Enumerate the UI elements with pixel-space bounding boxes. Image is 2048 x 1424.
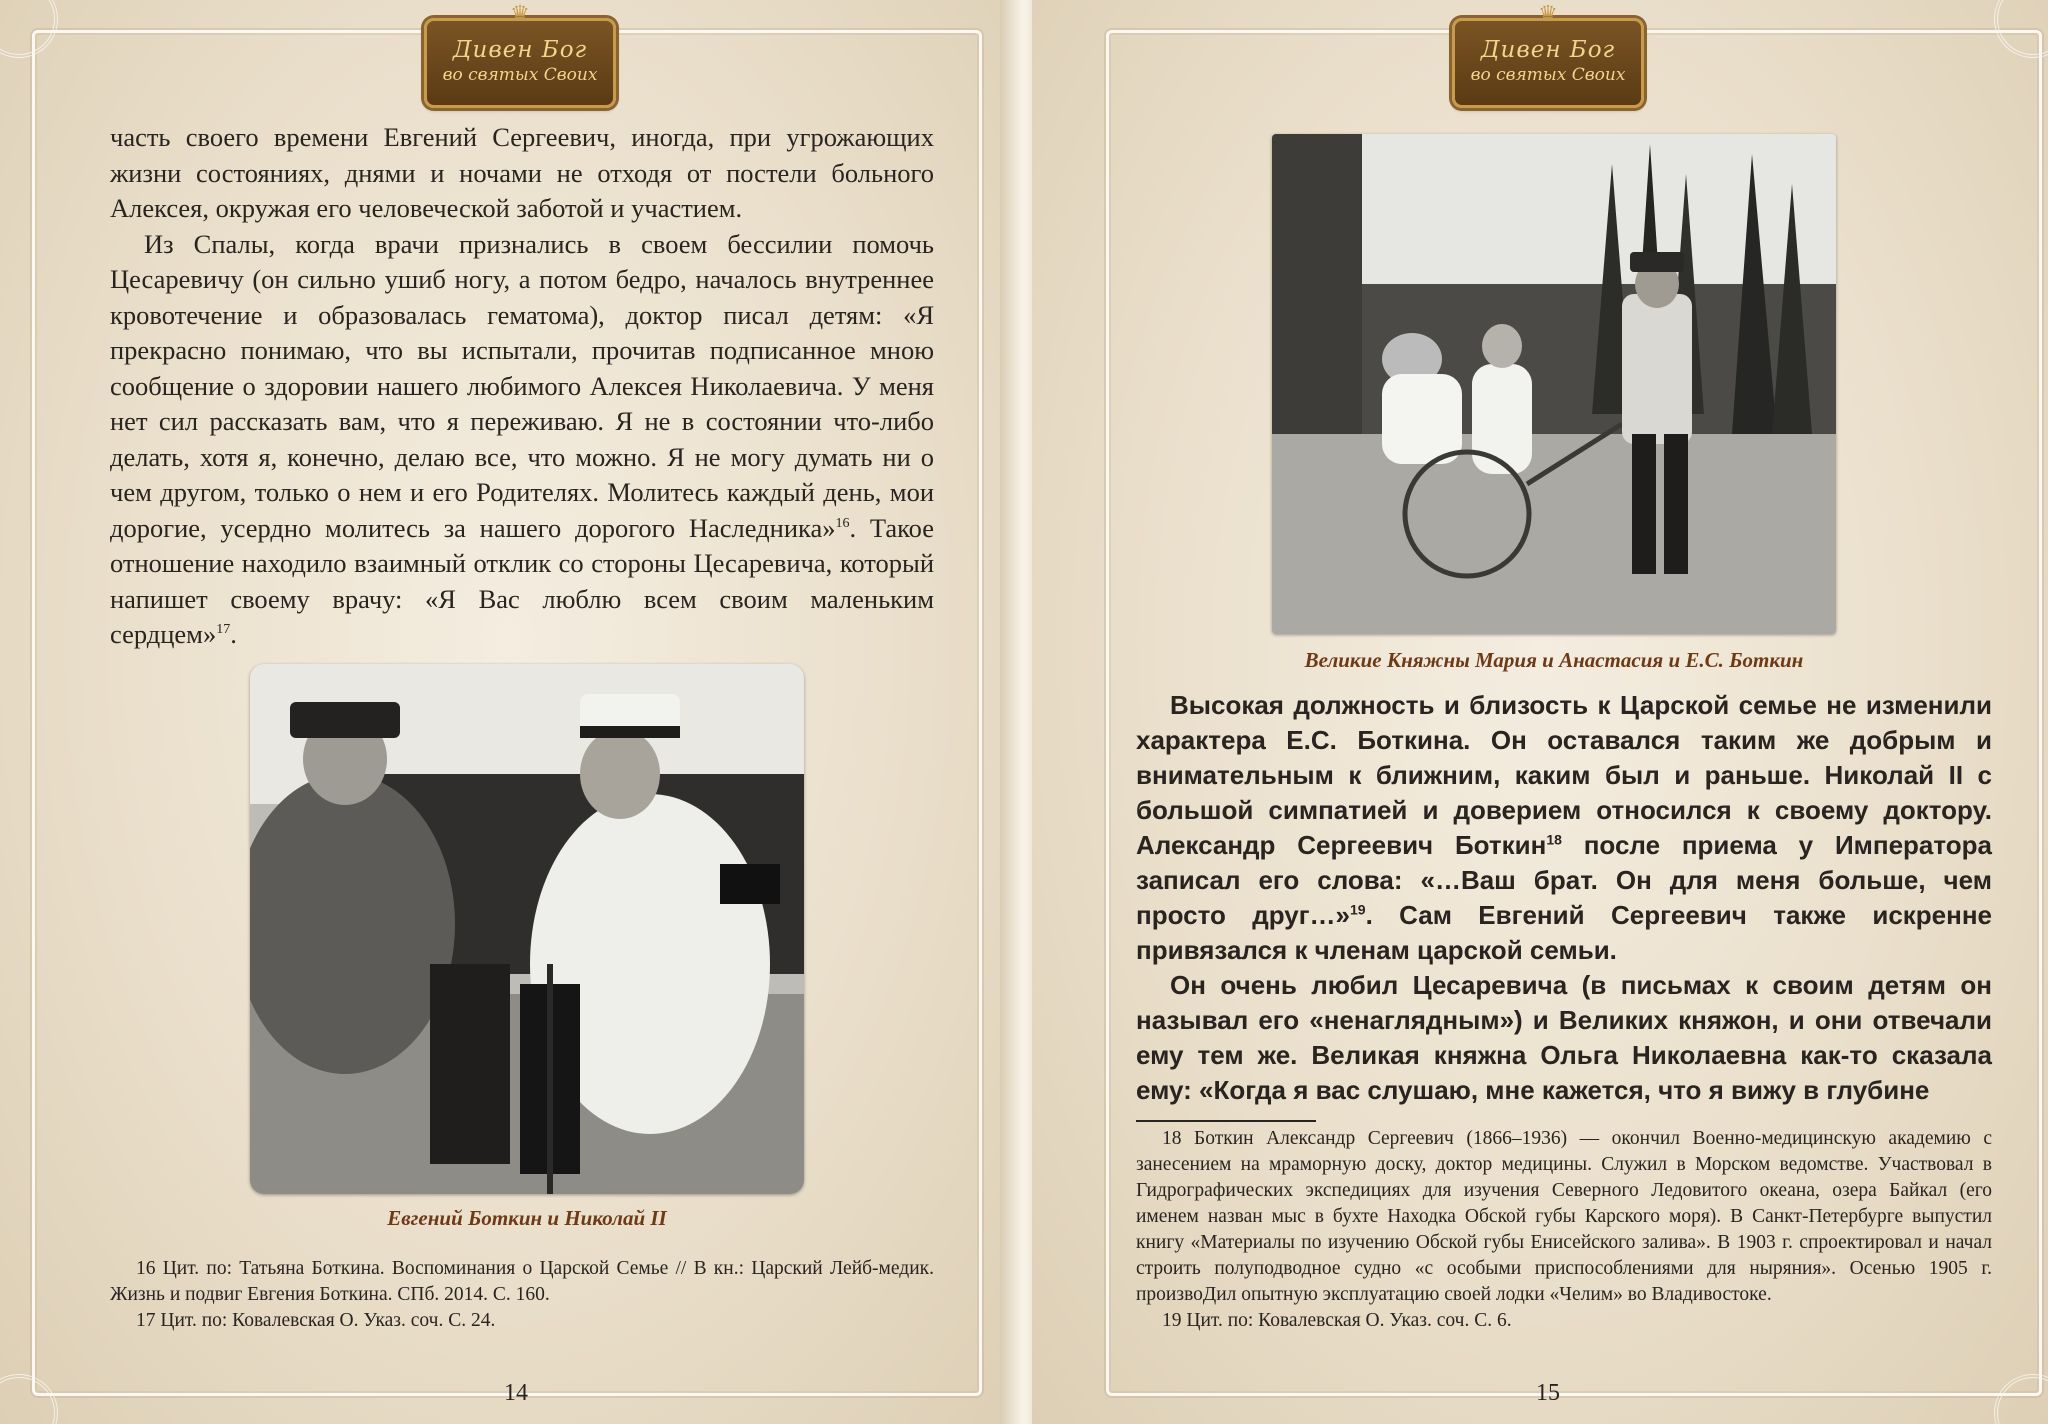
footnote-16: 16 Цит. по: Татьяна Боткина. Воспоминания о Царской Семье // В кн.: Царский Лейб-медик. Жизнь и подвиг Евгения Боткина. СПб. 2014. С. 160. [110,1258,934,1305]
footnote-19: 19 Цит. по: Ковалевская О. Указ. соч. С. 6. [1162,1310,1512,1331]
header-emblem [1452,2,1644,108]
photo-caption: Евгений Боткин и Николай II [387,1206,667,1230]
header-emblem [424,2,616,108]
photo-botkin-nicholas [250,664,804,1194]
right-page [1032,0,2048,1424]
page-number: 14 [504,1380,528,1406]
left-body-text [110,120,934,653]
left-footnotes [110,1256,934,1334]
right-footnotes [1136,1126,1992,1334]
emblem-line-2: во святых Своих [1470,65,1626,85]
footnote-ref-18[interactable]: 18 [1546,831,1562,848]
corner-ornament [1994,1374,2048,1424]
punctuation: . [230,619,237,649]
paragraph-text: после приема у Императора записал его слова: «…Ваш брат. Он для меня больше, чем просто друг…» [1136,830,1992,930]
corner-ornament [0,1374,58,1424]
paragraph: Он очень любил Цесаревича (в письмах к своим детям он называл его «ненаглядным») и Великих княжон, и они отвечали ему тем же. Великая княжна Ольга Николаевна как-то сказала ему: «Когда я вас слушаю, мне кажется, что я вижу в глубине [1136,970,1992,1105]
crown-icon: ♛ [1538,2,1558,27]
footnote-ref-17[interactable]: 17 [216,622,231,638]
corner-ornament [0,0,58,58]
photo-grand-duchesses [1272,134,1836,634]
emblem-line-1: Дивен Бог [1480,37,1616,63]
paragraph: Из Спалы, когда врачи признались в своем бессилии помочь Цесаревичу (он сильно ушиб ногу, а потом бедро, началось внутреннее кровотечение и образовалась гематома), доктор писал детям: «Я прекрасно понимаю, что вы испытали, прочитав подписанное мною сообщение о здоровии нашего любимого Алексея Николаевича. У меня нет сил рассказать вам, что я переживаю. Я не в состоянии что-либо делать, хотя я, конечно, делаю все, что можно. Я не могу думать ни о чем другом, только о нем и его Родителях. Молитесь каждый день, мои дорогие, усердно молитесь за нашего дорогого Наследника»$^{16}$. Такое отношение находило взаимный отклик со стороны Цесаревича, который напишет своему врачу: «Я Вас люблю всем своим маленьким сердцем»$^{17}$. [110,228,934,649]
paragraph: часть своего времени Евгений Сергеевич, иногда, при угрожающих жизни состояниях, днями и ночами не отходя от постели больного Алексея, окружая его человеческой заботой и участием. [110,122,934,223]
paragraph-text: . Сам Евгений Сергеевич также искренне привязался к членам царской семьи. [1136,900,1993,965]
corner-ornament [1994,0,2048,58]
left-page [0,0,1016,1424]
emblem-line-1: Дивен Бог [452,37,588,63]
paragraph [1136,688,1992,968]
photo-caption: Великие Княжны Мария и Анастасия и Е.С. Боткин [1304,648,1804,672]
emblem-line-2: во святых Своих [442,65,598,85]
photo-image [1272,134,1836,634]
footnote-rule [1136,1120,1316,1122]
footnote-18: 18 Боткин Александр Сергеевич (1866–1936) — окончил Военно-медицинскую академию с занесением на мраморную доску, доктор медицины. Служил в Морском ведомстве. Участвовал в Гидрографических экспедициях для изучения Северного Ледовитого океана, озера Байкал (его именем назван мыс в бухте Находка Обской губы Карского моря). В Санкт-Петербурге выпустил книгу «Материалы по изучению Обской губы Енисейского залива». В 1903 г. спроектировал и начал строить полуподводное судно «с особыми приспособлениями для ныряния». Осенью 1905 г. произвоДил опытную эксплуатацию своей лодки «Челим» во Владивостоке. [1136,1128,1992,1305]
paragraph-text: Такое отношение находило взаимный отклик со стороны Цесаревича, который напишет своему врачу: «Я Вас люблю всем своим маленьким сердцем» [110,512,934,649]
paragraph-text: Из Спалы, когда врачи признались в своем бессилии помочь Цесаревичу (он сильно ушиб ногу, а потом бедро, началось внутреннее кровотечение и образовалась гематома), доктор писал детям: «Я прекрасно понимаю, что вы испытали, прочитав подписанное мною сообщение о здоровии нашего любимого Алексея Николаевича. У меня нет сил рассказать вам, что я переживаю. Я не в состоянии что-либо делать, хотя я, конечно, делаю все, что можно. Я не могу думать ни о чем другом, только о нем и его Родителях. Молитесь каждый день, мои дорогие, усердно молитесь за нашего дорогого Наследника» [110,228,934,543]
crown-icon: ♛ [510,2,530,27]
right-body-text [1136,688,1992,1108]
paragraph-text: Высокая должность и близость к Царской семье не изменили характера Е.С. Боткина. Он оставался таким же добрым и внимательным к ближним, каким был и раньше. Николай II с большой симпатией и доверием относился к своему доктору. Александр Сергеевич Боткин [1136,690,1992,860]
photo-image [250,664,804,1194]
footnote-ref-19[interactable]: 19 [1350,901,1366,918]
footnote-ref-16[interactable]: 16 [835,515,850,531]
page-number: 15 [1536,1380,1560,1406]
footnote-17: 17 Цит. по: Ковалевская О. Указ. соч. С. 24. [136,1310,496,1331]
